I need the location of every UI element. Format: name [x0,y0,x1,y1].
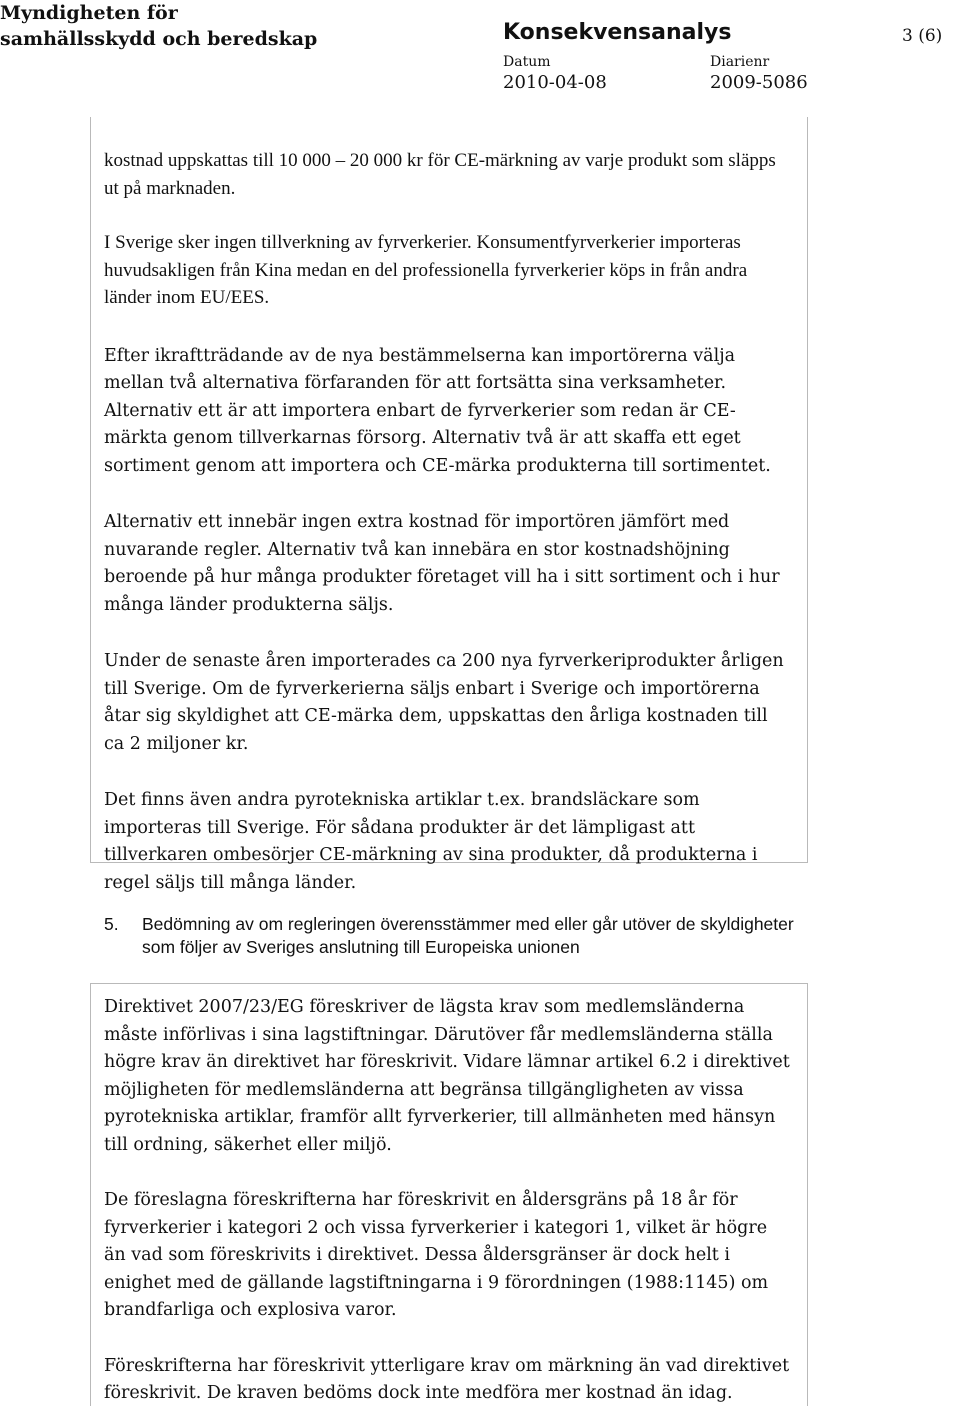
text-box [90,983,808,1406]
date-label: Datum [503,54,551,70]
paragraph: I Sverige sker ingen tillverkning av fyrverkerier. Konsumentfyrverkerier importeras huvudsakligen från Kina medan en del professionella fyrverkerier köps in från andra länder inom EU/EES. [104,232,748,308]
section-heading [104,913,804,959]
paragraph: Efter ikraftträdande av de nya bestämmelserna kan importörerna välja mellan två alternativa förfaranden för att fortsätta sina verksamheter. Alternativ ett är att importera enbart de fyrverkerier som redan är CE-märkta genom tillverkarnas försorg. Alternativ två är att skaffa ett eget sortiment genom att importera och CE-märka produkterna till sortimentet. [104,345,771,476]
section-title: Bedömning av om regleringen överensstämmer med eller går utöver de skyldigheter som följer av Sveriges anslutning till Europeiska unionen [142,914,794,957]
section-number: 5. [104,914,119,934]
organization-name [0,0,317,52]
text-box-continuation [90,117,808,893]
paragraph: Direktivet 2007/23/EG föreskriver de lägsta krav som medlemsländerna måste införlivas i sina lagstiftningar. Därutöver får medlemsländerna ställa högre krav än direktivet har föreskrivit. Vidare lämnar artikel 6.2 i direktivet möjligheten för medlemsländerna att begränsa tillgängligheten av vissa pyrotekniska artiklar, framför allt fyrverkerier, till allmänheten med hänsyn till ordning, säkerhet eller miljö. [104,997,790,1155]
paragraph: Under de senaste åren importerades ca 200 nya fyrverkeriprodukter årligen till Sverige. Om de fyrverkerierna säljs enbart i Sverige och importörerna åtar sig skyldighet att CE-märka dem, uppskattas den årliga kostnaden till ca 2 miljoner kr. [104,651,784,754]
paragraph: Föreskrifterna har föreskrivit ytterligare krav om märkning än vad direktivet föreskrivit. De kraven bedöms dock inte medföra mer kostnad än idag. [104,1355,790,1403]
paragraph: Alternativ ett innebär ingen extra kostnad för importören jämfört med nuvarande regler. Alternativ två kan innebära en stor kostnadshöjning beroende på hur många produkter företaget vill ha i sitt sortiment och i hur många länder produkterna säljs. [104,512,780,615]
registration-value: 2009-5086 [710,72,808,93]
document-title: Konsekvensanalys [503,20,732,45]
organization-name-line2: samhällsskydd och beredskap [0,28,318,50]
registration-label: Diarienr [710,54,770,70]
page-number: 3 (6) [902,26,943,46]
organization-name-line1: Myndigheten för [0,2,178,24]
paragraph: Det finns även andra pyrotekniska artiklar t.ex. brandsläckare som importeras till Sverige. För sådana produkter är det lämpligast att tillverkaren ombesörjer CE-märkning av sina produkter, då produkterna i regel säljs till många länder. [104,790,758,893]
paragraph: De föreslagna föreskrifterna har föreskrivit en åldersgräns på 18 år för fyrverkerier i kategori 2 och vissa fyrverkerier i kategori 1, vilket är högre än vad som föreskrivits i direktivet. Dessa åldersgränser är dock helt i enighet med de gällande lagstiftningarna i 9 förordningen (1988:1145) om brandfarliga och explosiva varor. [104,1190,769,1320]
date-value: 2010-04-08 [503,72,607,93]
paragraph: kostnad uppskattas till 10 000 – 20 000 kr för CE-märkning av varje produkt som släpps ut på marknaden. [104,150,776,199]
